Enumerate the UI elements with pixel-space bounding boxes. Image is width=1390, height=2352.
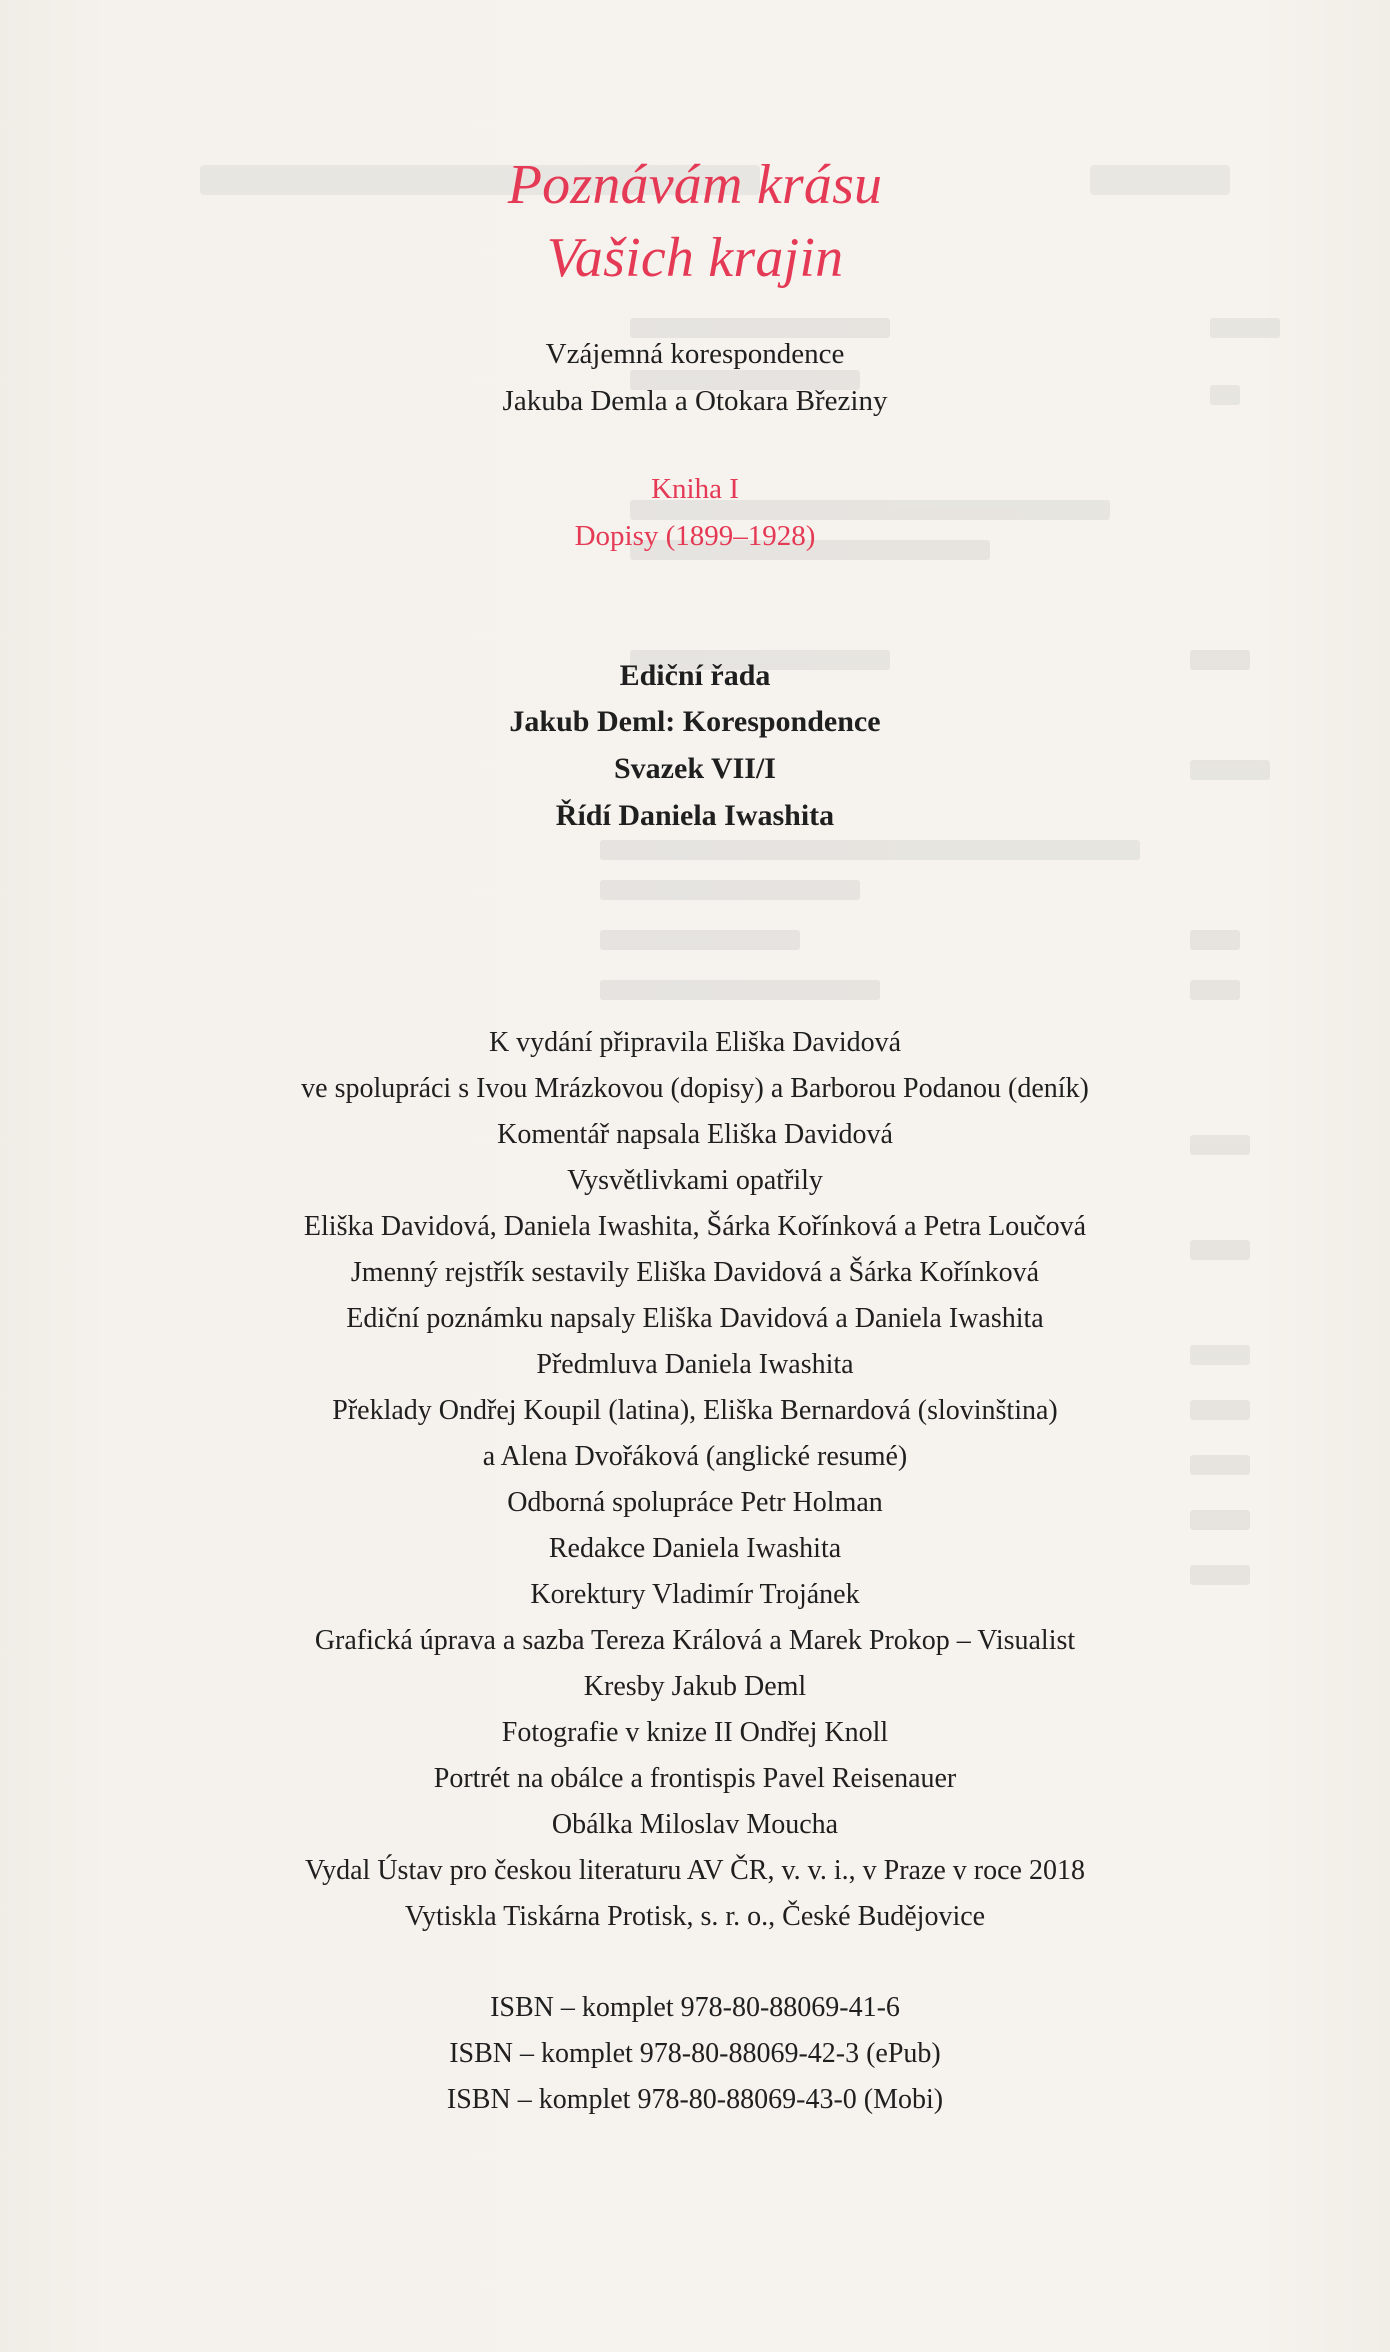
isbn-line: ISBN – komplet 978-80-88069-42-3 (ePub) — [449, 2038, 941, 2069]
credit-line: Jmenný rejstřík sestavily Eliška Davidová a Šárka Kořínková — [350, 1257, 1040, 1288]
credit-line: Vytiskla Tiskárna Protisk, s. r. o., České Budějovice — [404, 1901, 986, 1932]
book-volume: Kniha I — [651, 473, 739, 505]
isbn-line: ISBN – komplet 978-80-88069-41-6 — [490, 1992, 900, 2023]
credit-line: Redakce Daniela Iwashita — [548, 1533, 842, 1564]
credit-line: Kresby Jakub Deml — [583, 1671, 807, 1702]
book-content: Dopisy (1899–1928) — [574, 520, 816, 552]
subtitle-line-2: Jakuba Demla a Otokara Březiny — [502, 385, 888, 417]
credit-line: Eliška Davidová, Daniela Iwashita, Šárka Kořínková a Petra Loučová — [303, 1211, 1087, 1242]
subtitle-line-1: Vzájemná korespondence — [545, 338, 845, 370]
credit-line: Vydal Ústav pro českou literaturu AV ČR, v. v. i., v Praze v roce 2018 — [305, 1855, 1085, 1886]
credit-line: Odborná spolupráce Petr Holman — [507, 1487, 883, 1518]
credit-line: Fotografie v knize II Ondřej Knoll — [501, 1717, 889, 1748]
credit-line: Překlady Ondřej Koupil (latina), Eliška Bernardová (slovinština) — [332, 1395, 1058, 1426]
book-title-line-1: Poznávám krásu — [507, 154, 883, 216]
credit-line: Grafická úprava a sazba Tereza Králová a Marek Prokop – Visualist — [314, 1625, 1076, 1656]
series-label: Ediční řada — [619, 659, 771, 692]
credit-line: Ediční poznámku napsaly Eliška Davidová a Daniela Iwashita — [346, 1303, 1044, 1334]
series-editor: Řídí Daniela Iwashita — [555, 799, 835, 832]
credit-line: ve spolupráci s Ivou Mrázkovou (dopisy) a Barborou Podanou (deník) — [301, 1073, 1089, 1104]
credit-line: Obálka Miloslav Moucha — [551, 1809, 839, 1840]
credit-line: K vydání připravila Eliška Davidová — [488, 1027, 902, 1058]
series-name: Jakub Deml: Korespondence — [509, 705, 881, 738]
book-title-line-2: Vašich krajin — [546, 227, 844, 289]
credit-line: Komentář napsala Eliška Davidová — [497, 1119, 893, 1150]
credit-line: Předmluva Daniela Iwashita — [536, 1349, 854, 1380]
isbn-line: ISBN – komplet 978-80-88069-43-0 (Mobi) — [446, 2084, 944, 2115]
credit-line: a Alena Dvořáková (anglické resumé) — [482, 1441, 908, 1472]
credit-line: Portrét na obálce a frontispis Pavel Reisenauer — [433, 1763, 957, 1794]
credit-line: Korektury Vladimír Trojánek — [530, 1579, 860, 1610]
credit-line: Vysvětlivkami opatřily — [567, 1165, 823, 1196]
series-volume: Svazek VII/I — [614, 752, 776, 785]
